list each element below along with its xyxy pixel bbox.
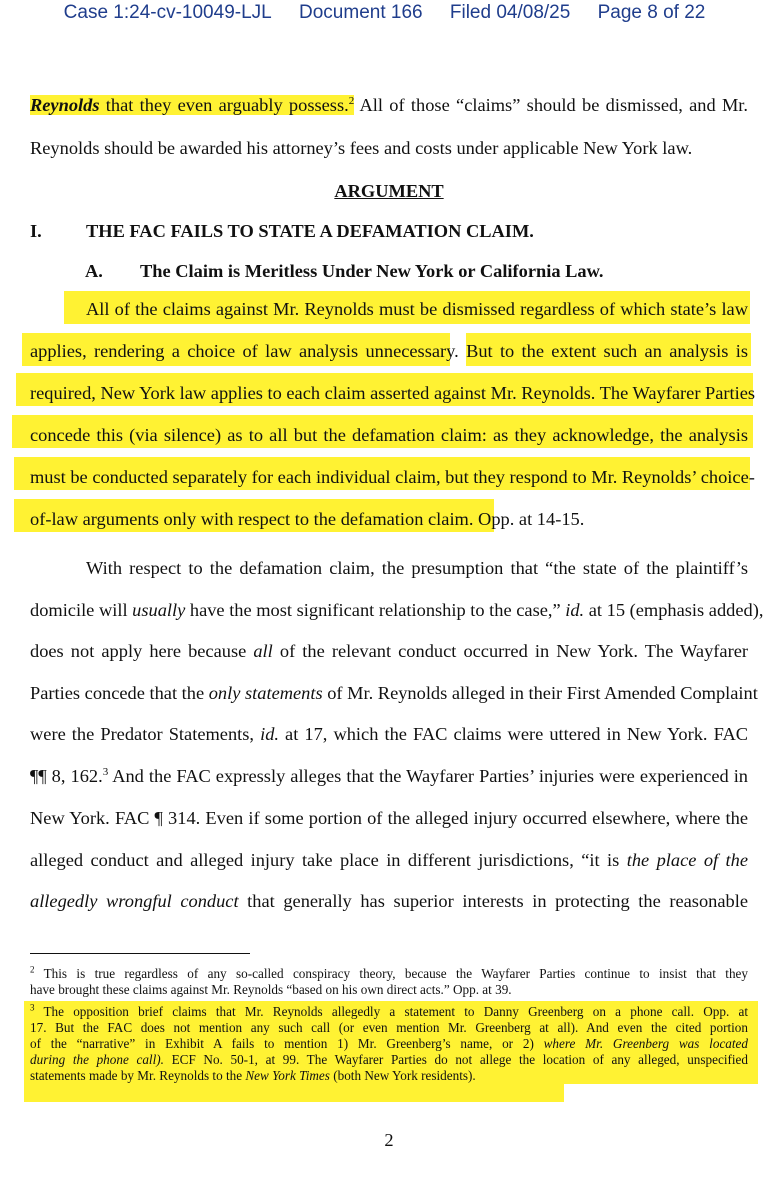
footnote-3-line-1 [30, 1004, 748, 1020]
para1-line-6 [30, 505, 748, 533]
para1-line-5: must be conducted separately for each individual claim, but they respond to Mr. Reynolds’ choice- [30, 467, 755, 487]
subsection-number: A. [85, 261, 103, 281]
para2-l8-a: alleged conduct and alleged injury take place in different jurisdictions, “it is [30, 850, 627, 870]
footnote-3-line-3 [30, 1036, 748, 1052]
footnote-3-l3-a: of the “narrative” in Exhibit A fails to mention 1) Mr. Greenberg’s name, or 2) [30, 1036, 544, 1051]
para2-l3-b: all [253, 641, 273, 661]
para1-line-4: concede this (via silence) as to all but the defamation claim: as they acknowledge, the analysis [30, 425, 748, 445]
para2-line-2 [30, 596, 764, 624]
footnote-2-line-2: have brought these claims against Mr. Reynolds “based on his own direct acts.” Opp. at 39. [30, 982, 512, 997]
subsection-title: The Claim is Meritless Under New York or California Law. [140, 261, 604, 281]
para1-l6-b: pp. at 14-15. [491, 509, 585, 529]
para2-l9-b: that generally has superior interests in protecting the reasonable [238, 891, 748, 911]
filed-date: Filed 04/08/25 [449, 2, 571, 23]
para2-l5-c: at 17, which the FAC claims were uttered in New York. FAC [278, 724, 748, 744]
argument-heading: ARGUMENT [334, 181, 444, 201]
para1-line-3: required, New York law applies to each claim asserted against Mr. Reynolds. The Wayfarer Parties [30, 383, 756, 403]
footnote-3-l5-a: statements made by Mr. Reynolds to the [30, 1068, 246, 1083]
para2-line-8 [30, 846, 748, 874]
para2-l9-a: allegedly wrongful conduct [30, 891, 239, 911]
page-number: 2 [384, 1130, 394, 1150]
para2-l6-b: And the FAC expressly alleges that the Wayfarer Parties’ injuries were experienced in [108, 766, 748, 786]
para2-line-9 [30, 887, 748, 915]
footnote-divider [30, 953, 250, 954]
para2-l4-a: Parties concede that the [30, 683, 209, 703]
case-number: Case 1:24-cv-10049-LJL [63, 2, 272, 23]
footnote-3-l5-c: (both New York residents). [329, 1068, 476, 1083]
intro-text-b: All of those “claims” should be dismissed, and Mr. [354, 95, 749, 115]
intro-line-1 [30, 91, 748, 119]
highlight-footnote-3-last [24, 1084, 564, 1102]
para1-line-1: All of the claims against Mr. Reynolds must be dismissed regardless of which state’s law [86, 299, 748, 319]
para2-line-5 [30, 720, 748, 748]
footnote-2-number: 2 [30, 964, 35, 975]
section-number: I. [30, 221, 42, 241]
para1-l2-b: . [454, 341, 467, 361]
para2-line-3 [30, 637, 748, 665]
section-heading-i [30, 217, 748, 245]
para1-l2-c: But to the extent such an analysis is [466, 341, 749, 361]
para2-line-6 [30, 762, 748, 790]
para2-l4-b: only statements [208, 683, 323, 703]
para2-l6-a: ¶¶ 8, 162. [30, 766, 103, 786]
footnote-3-text-1: The opposition brief claims that Mr. Reynolds allegedly a statement to Danny Greenberg on a phone call. Opp. at [34, 1004, 748, 1019]
para2-l3-a: does not apply here because [30, 641, 254, 661]
para2-l3-c: of the relevant conduct occurred in New York. The Wayfarer [272, 641, 748, 661]
document-number: Document 166 [299, 2, 423, 23]
footnote-3-l4-a: during the phone call). [30, 1052, 164, 1067]
para2-l5-b: id. [260, 724, 279, 744]
filing-header [0, 2, 769, 24]
para2-l8-b: the place of the [626, 850, 748, 870]
footnote-ref-3: 3 [102, 765, 109, 778]
para2-l5-a: were the Predator Statements, [30, 724, 261, 744]
para2-l2-b: usually [132, 600, 186, 620]
para1-l6-a: of-law arguments only with respect to the defamation claim. O [30, 509, 492, 529]
para2-l2-e: at 15 (emphasis added), [584, 600, 764, 620]
footnote-ref-2: 2 [348, 94, 355, 107]
intro-text-a: that they even arguably possess. [99, 95, 349, 115]
para2-l4-c: of Mr. Reynolds alleged in their First Amended Complaint [322, 683, 758, 703]
para1-line-2 [30, 337, 748, 365]
footnote-3-number: 3 [30, 1002, 35, 1013]
para2-line-1: With respect to the defamation claim, the presumption that “the state of the plaintiff’s [86, 558, 748, 578]
para2-l2-c: have the most significant relationship to the case,” [185, 600, 566, 620]
para1-l2-a: applies, rendering a choice of law analysis unnecessary [30, 341, 455, 361]
footnote-3-line-4 [30, 1052, 748, 1068]
para2-line-7: New York. FAC ¶ 314. Even if some portion of the alleged injury occurred elsewhere, where the [30, 808, 748, 828]
footnote-2-line-1 [30, 966, 748, 982]
section-title: THE FAC FAILS TO STATE A DEFAMATION CLAIM. [86, 221, 534, 241]
footnote-2-text-1: This is true regardless of any so-called conspiracy theory, because the Wayfarer Parties continue to insist that they [34, 966, 748, 981]
para2-line-4 [30, 679, 758, 707]
footnote-3-l5-b: New York Times [245, 1068, 330, 1083]
intro-line-2: Reynolds should be awarded his attorney’s fees and costs under applicable New York law. [30, 138, 693, 158]
footnote-3-l3-b: where Mr. Greenberg was located [543, 1036, 748, 1051]
para2-l2-d: id. [565, 600, 585, 620]
para2-l2-a: domicile will [30, 600, 133, 620]
footnote-3-line-2: 17. But the FAC does not mention any such call (or even mention Mr. Greenberg at all). And even the cited portion [30, 1020, 748, 1035]
footnote-3-line-5 [30, 1068, 748, 1084]
page-indicator: Page 8 of 22 [597, 2, 706, 23]
footnote-3-l4-b: ECF No. 50-1, at 99. The Wayfarer Parties do not allege the location of any alleged, unspecified [163, 1052, 748, 1067]
subsection-heading-a [30, 257, 748, 285]
intro-party-name: Reynolds [30, 95, 100, 115]
